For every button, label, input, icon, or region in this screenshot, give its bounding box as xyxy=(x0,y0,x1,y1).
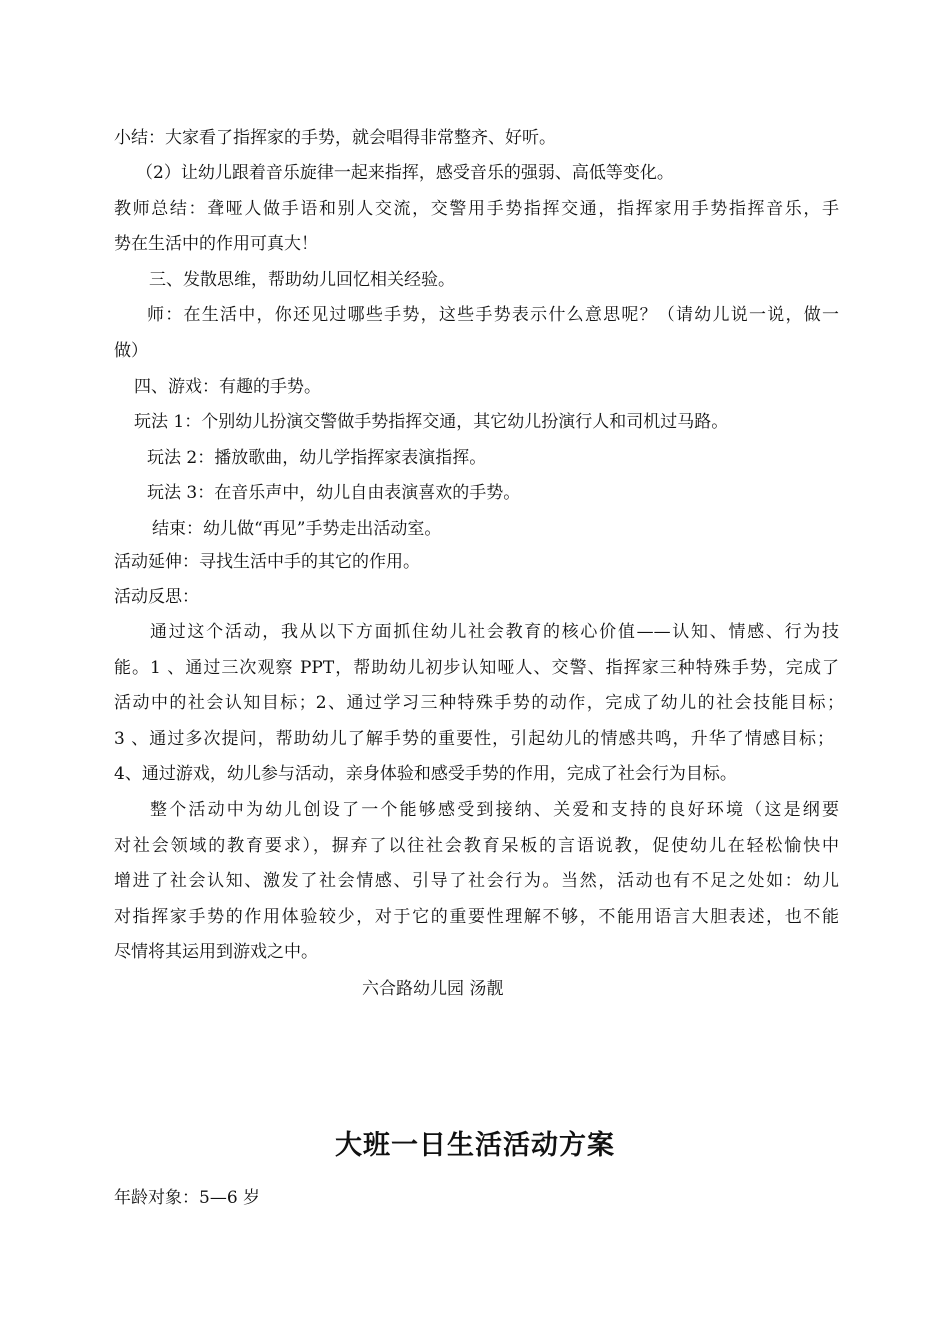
game-rule-3: 玩法 3：在音乐声中，幼儿自由表演喜欢的手势。 xyxy=(147,483,521,503)
reflection-para1-line-4: 3 、通过多次提问，帮助幼儿了解手势的重要性，引起幼儿的情感共鸣，升华了情感目标； xyxy=(114,729,834,749)
extension-line: 活动延伸：寻找生活中手的其它的作用。 xyxy=(114,552,420,572)
reflection-para2-line-4: 对指挥家手势的作用体验较少，对于它的重要性理解不够，不能用语言大胆表述，也不能 xyxy=(114,907,839,927)
page-title: 大班一日生活活动方案 xyxy=(335,1130,615,1161)
step-2-line: （2）让幼儿跟着音乐旋律一起来指挥，感受音乐的强弱、高低等变化。 xyxy=(136,163,674,183)
game-rule-2: 玩法 2：播放歌曲，幼儿学指挥家表演指挥。 xyxy=(147,448,487,468)
teacher-summary-line-2: 势在生活中的作用可真大！ xyxy=(114,234,318,254)
author-signature: 六合路幼儿园 汤靓 xyxy=(362,979,504,999)
reflection-para1-line-2: 能。1 、通过三次观察 PPT，帮助幼儿初步认知哑人、交警、指挥家三种特殊手势，完成了 xyxy=(114,658,839,678)
reflection-para2-line-2: 对社会领域的教育要求），摒弃了以往社会教育呆板的言语说教，促使幼儿在轻松愉快中 xyxy=(114,836,839,856)
reflection-para1-line-1: 通过这个活动，我从以下方面抓住幼儿社会教育的核心价值——认知、情感、行为技 xyxy=(150,622,839,642)
reflection-heading: 活动反思： xyxy=(114,587,199,607)
teacher-question-line-1: 师：在生活中，你还见过哪些手势，这些手势表示什么意思呢？（请幼儿说一说，做一 xyxy=(147,305,839,325)
reflection-para1-line-5: 4、通过游戏，幼儿参与活动，亲身体验和感受手势的作用，完成了社会行为目标。 xyxy=(114,764,737,784)
age-line: 年龄对象：5—6 岁 xyxy=(114,1188,261,1208)
summary-line: 小结：大家看了指挥家的手势，就会唱得非常整齐、好听。 xyxy=(114,128,556,148)
reflection-para2-line-1: 整个活动中为幼儿创设了一个能够感受到接纳、关爱和支持的良好环境（这是纲要 xyxy=(150,800,839,820)
reflection-para2-line-5: 尽情将其运用到游戏之中。 xyxy=(114,942,318,962)
section-3-heading: 三、发散思维，帮助幼儿回忆相关经验。 xyxy=(149,270,455,290)
reflection-para2-line-3: 增进了社会认知、激发了社会情感、引导了社会行为。当然，活动也有不足之处如：幼儿 xyxy=(114,871,839,891)
teacher-summary-line-1: 教师总结：聋哑人做手语和别人交流，交警用手势指挥交通，指挥家用手势指挥音乐，手 xyxy=(114,199,839,219)
game-rule-1: 玩法 1：个别幼儿扮演交警做手势指挥交通，其它幼儿扮演行人和司机过马路。 xyxy=(134,412,729,432)
section-4-heading: 四、游戏：有趣的手势。 xyxy=(134,377,321,397)
reflection-para1-line-3: 活动中的社会认知目标；2、通过学习三种特殊手势的动作，完成了幼儿的社会技能目标； xyxy=(114,693,844,713)
teacher-question-line-2: 做） xyxy=(114,341,148,361)
ending-line: 结束：幼儿做“再见”手势走出活动室。 xyxy=(152,519,442,539)
